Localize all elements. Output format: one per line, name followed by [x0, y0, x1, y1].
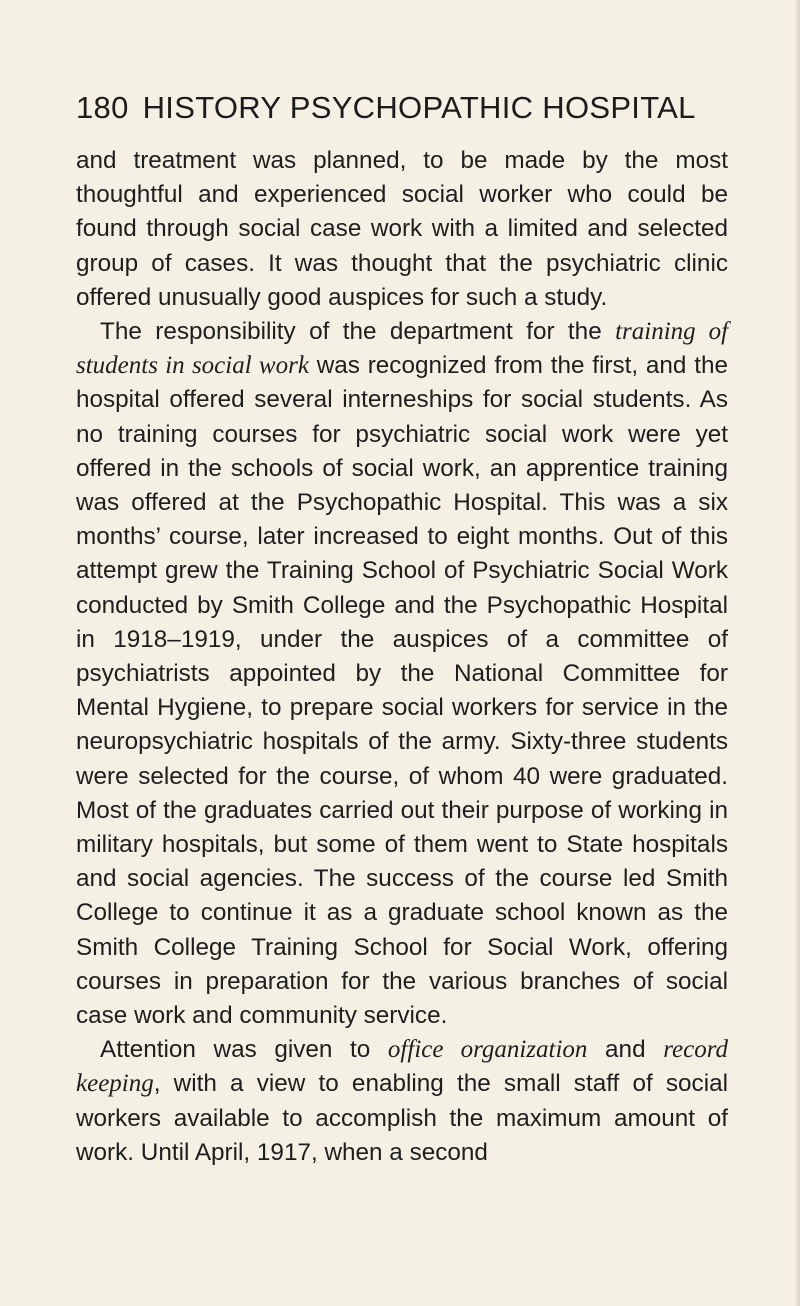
paragraph-text: , with a view to enabling the small staff of social workers available to accomplish the maximum amount of work. Until April, 1917, when a second — [76, 1070, 728, 1166]
page-edge-shadow — [794, 0, 800, 1306]
paragraph-text: The responsibility of the department for the — [100, 318, 616, 346]
running-header — [76, 90, 696, 126]
running-title: HISTORY PSYCHOPATHIC HOSPITAL — [142, 90, 696, 125]
italic-term-record-keeping: record keeping — [76, 1036, 728, 1098]
paragraph-text: and — [587, 1036, 664, 1064]
italic-term-office-organization: office organization — [387, 1036, 588, 1064]
body-text — [76, 144, 728, 1170]
paragraph-1 — [76, 144, 728, 315]
paragraph-text: and treatment was planned, to be made by the most thoughtful and experienced social worker who could be found through social case work with a limited and selected group of cases. It was thought that the psychiatric clinic offered unusually good auspices for such a study. — [76, 147, 728, 311]
paragraph-text: Attention was given to — [100, 1036, 388, 1064]
paragraph-3 — [76, 1033, 728, 1170]
italic-term-training-of-students: training of students in social work — [76, 318, 729, 380]
paragraph-2 — [76, 315, 728, 1033]
paragraph-text: was recognized from the first, and the hospital offered several interneships for social students. As no training courses for psychiatric social work were yet offered in the schools of social work, an apprentice training was offered at the Psychopathic Hospital. This was a six months’ course, later increased to eight months. Out of this attempt grew the Training School of Psychiatric Social Work conducted by Smith College and the Psychopathic Hospital in 1918–1919, under the auspices of a committee of psychiatrists appointed by the National Committee for Mental Hygiene, to prepare social workers for service in the neuropsychiatric hospitals of the army. Sixty-three students were selected for the course, of whom 40 were graduated. Most of the graduates carried out their purpose of working in military hospitals, but some of them went to State hospitals and social agencies. The success of the course led Smith College to continue it as a graduate school known as the Smith College Training School for Social Work, offering courses in preparation for the various branches of social case work and community service. — [76, 352, 728, 1030]
page-number: 180 — [76, 90, 129, 125]
